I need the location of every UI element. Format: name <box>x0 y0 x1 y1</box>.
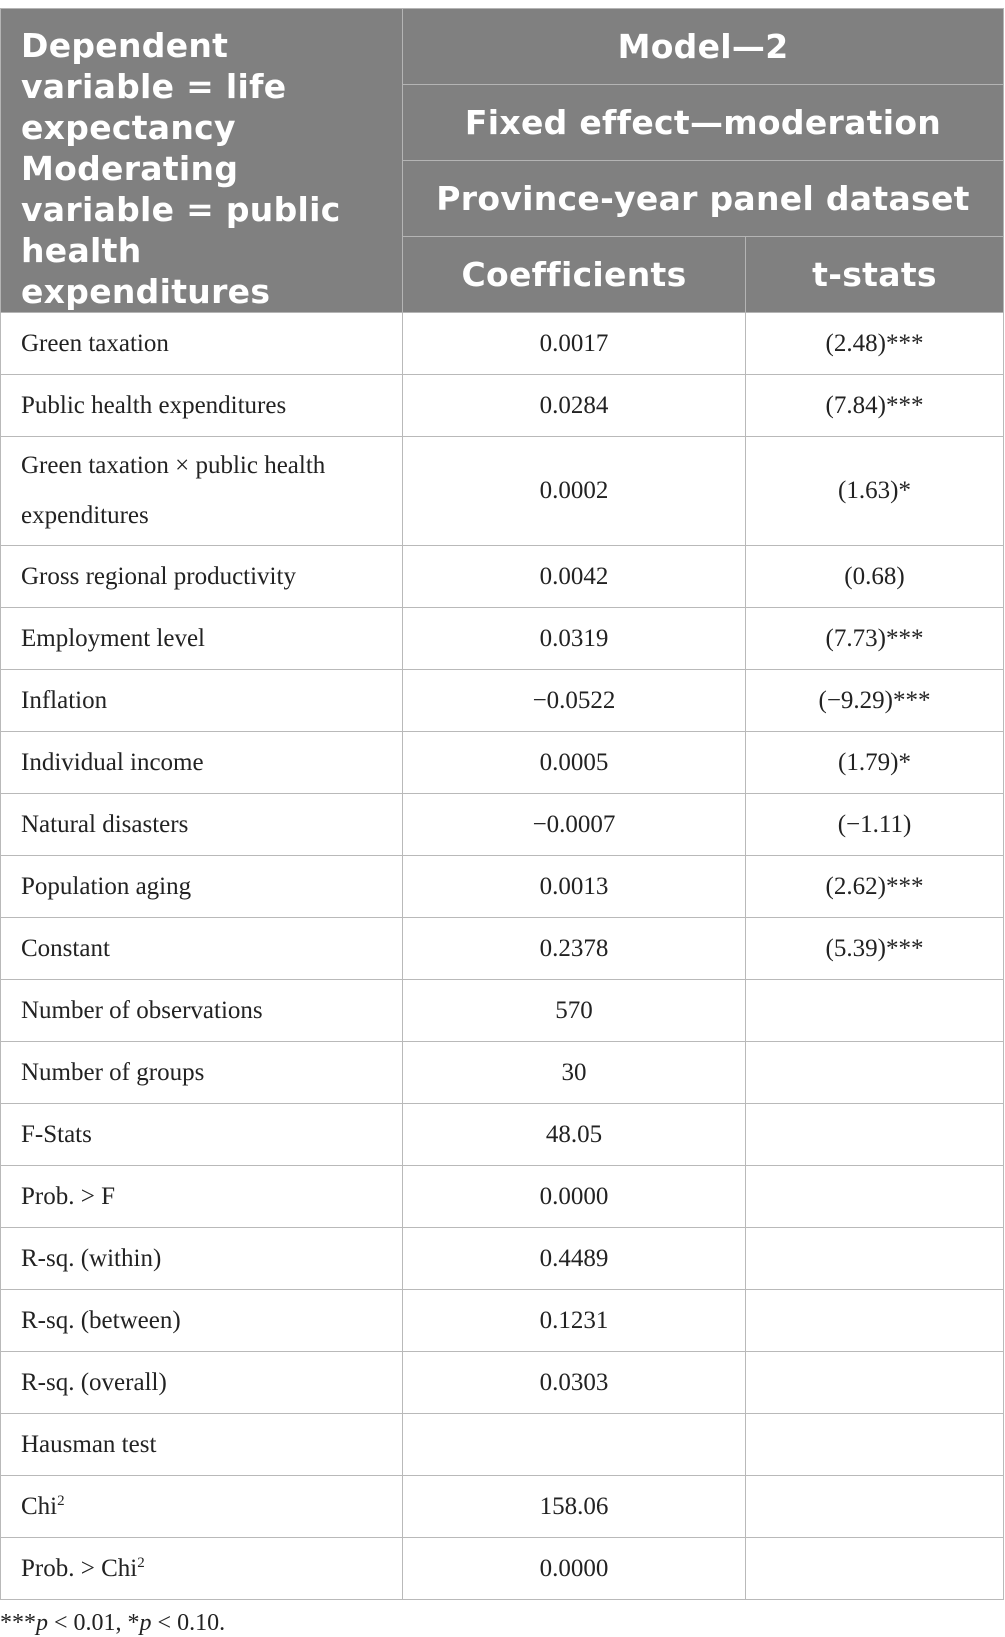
regression-table-container <box>0 8 1005 1637</box>
row-label <box>1 1538 403 1600</box>
table-row <box>1 918 1004 980</box>
footnote-text: < 0.10. <box>151 1610 226 1636</box>
model-header: Model—2 <box>403 9 1004 85</box>
table-row <box>1 1104 1004 1166</box>
tstat-value: (7.73)*** <box>746 608 1004 670</box>
row-label <box>1 1476 403 1538</box>
footnote-stars: * <box>127 1610 140 1636</box>
coefficient-value: 0.2378 <box>403 918 746 980</box>
tstat-value: (−1.11) <box>746 794 1004 856</box>
tstat-value <box>746 1414 1004 1476</box>
row-label: Hausman test <box>1 1414 403 1476</box>
row-label: Public health expenditures <box>1 375 403 437</box>
coefficient-value: 0.1231 <box>403 1290 746 1352</box>
tstat-value <box>746 980 1004 1042</box>
table-row <box>1 437 1004 546</box>
tstats-column-header: t-stats <box>746 237 1004 313</box>
header-line: Moderating <box>21 149 239 188</box>
table-row <box>1 732 1004 794</box>
tstat-value <box>746 1042 1004 1104</box>
table-row <box>1 1228 1004 1290</box>
tstat-value: (1.63)* <box>746 437 1004 546</box>
table-row <box>1 608 1004 670</box>
coefficient-value: 0.0000 <box>403 1538 746 1600</box>
coefficient-value: 158.06 <box>403 1476 746 1538</box>
footnote-stars: *** <box>0 1610 36 1636</box>
tstat-value <box>746 1228 1004 1290</box>
row-label: R-sq. (between) <box>1 1290 403 1352</box>
table-row <box>1 546 1004 608</box>
row-label: Constant <box>1 918 403 980</box>
header-line: expectancy <box>21 108 236 147</box>
tstat-value: (5.39)*** <box>746 918 1004 980</box>
coefficient-value: −0.0522 <box>403 670 746 732</box>
header-line: Dependent <box>21 26 229 65</box>
row-label: Number of observations <box>1 980 403 1042</box>
row-label: Population aging <box>1 856 403 918</box>
header-line: variable = public <box>21 190 341 229</box>
tstat-value <box>746 1352 1004 1414</box>
tstat-value: (2.48)*** <box>746 313 1004 375</box>
tstat-value <box>746 1476 1004 1538</box>
header-line: health expenditures <box>21 231 271 311</box>
coefficient-value: 0.0319 <box>403 608 746 670</box>
table-row <box>1 1166 1004 1228</box>
table-row <box>1 1414 1004 1476</box>
footnote-p: p <box>36 1610 48 1636</box>
coefficient-value: 0.0013 <box>403 856 746 918</box>
row-label: Inflation <box>1 670 403 732</box>
table-row <box>1 856 1004 918</box>
coefficient-value <box>403 1414 746 1476</box>
row-label: Green taxation <box>1 313 403 375</box>
dependent-variable-header <box>1 9 403 313</box>
row-label <box>1 437 403 546</box>
tstat-value: (−9.29)*** <box>746 670 1004 732</box>
table-row <box>1 1476 1004 1538</box>
row-label: R-sq. (overall) <box>1 1352 403 1414</box>
coefficient-value: 0.0002 <box>403 437 746 546</box>
coefficient-value: 0.0303 <box>403 1352 746 1414</box>
row-label: R-sq. (within) <box>1 1228 403 1290</box>
tstat-value <box>746 1104 1004 1166</box>
row-label-line: expenditures <box>21 502 149 529</box>
table-row <box>1 1352 1004 1414</box>
row-label: F-Stats <box>1 1104 403 1166</box>
table-row <box>1 375 1004 437</box>
table-row <box>1 980 1004 1042</box>
table-row <box>1 1042 1004 1104</box>
superscript: 2 <box>137 1554 145 1571</box>
footnote-p: p <box>139 1610 152 1636</box>
table-row <box>1 670 1004 732</box>
tstat-value: (1.79)* <box>746 732 1004 794</box>
tstat-value <box>746 1538 1004 1600</box>
tstat-value: (0.68) <box>746 546 1004 608</box>
row-label: Natural disasters <box>1 794 403 856</box>
coefficient-value: 0.0017 <box>403 313 746 375</box>
coefficient-value: 0.4489 <box>403 1228 746 1290</box>
method-header: Fixed effect—moderation <box>403 85 1004 161</box>
coefficients-column-header: Coefficients <box>403 237 746 313</box>
header-line: variable = life <box>21 67 287 106</box>
dataset-header: Province-year panel dataset <box>403 161 1004 237</box>
superscript: 2 <box>57 1492 65 1509</box>
row-label: Employment level <box>1 608 403 670</box>
tstat-value <box>746 1166 1004 1228</box>
table-row <box>1 1538 1004 1600</box>
tstat-value: (7.84)*** <box>746 375 1004 437</box>
coefficient-value: 0.0042 <box>403 546 746 608</box>
coefficient-value: −0.0007 <box>403 794 746 856</box>
table-row <box>1 1290 1004 1352</box>
regression-results-table <box>0 8 1004 1600</box>
row-label: Number of groups <box>1 1042 403 1104</box>
row-label: Gross regional productivity <box>1 546 403 608</box>
tstat-value: (2.62)*** <box>746 856 1004 918</box>
coefficient-value: 30 <box>403 1042 746 1104</box>
coefficient-value: 0.0000 <box>403 1166 746 1228</box>
coefficient-value: 48.05 <box>403 1104 746 1166</box>
coefficient-value: 0.0005 <box>403 732 746 794</box>
row-label: Prob. > F <box>1 1166 403 1228</box>
footnote-text: < 0.01, <box>48 1610 128 1636</box>
coefficient-value: 570 <box>403 980 746 1042</box>
row-label-text: Chi <box>21 1492 58 1520</box>
table-footnote <box>0 1610 1005 1637</box>
row-label-line: Green taxation × public health <box>21 452 326 479</box>
tstat-value <box>746 1290 1004 1352</box>
coefficient-value: 0.0284 <box>403 375 746 437</box>
table-row <box>1 794 1004 856</box>
header-row-model <box>1 9 1004 85</box>
table-row <box>1 313 1004 375</box>
row-label: Individual income <box>1 732 403 794</box>
row-label-text: Prob. > Chi <box>21 1554 138 1582</box>
